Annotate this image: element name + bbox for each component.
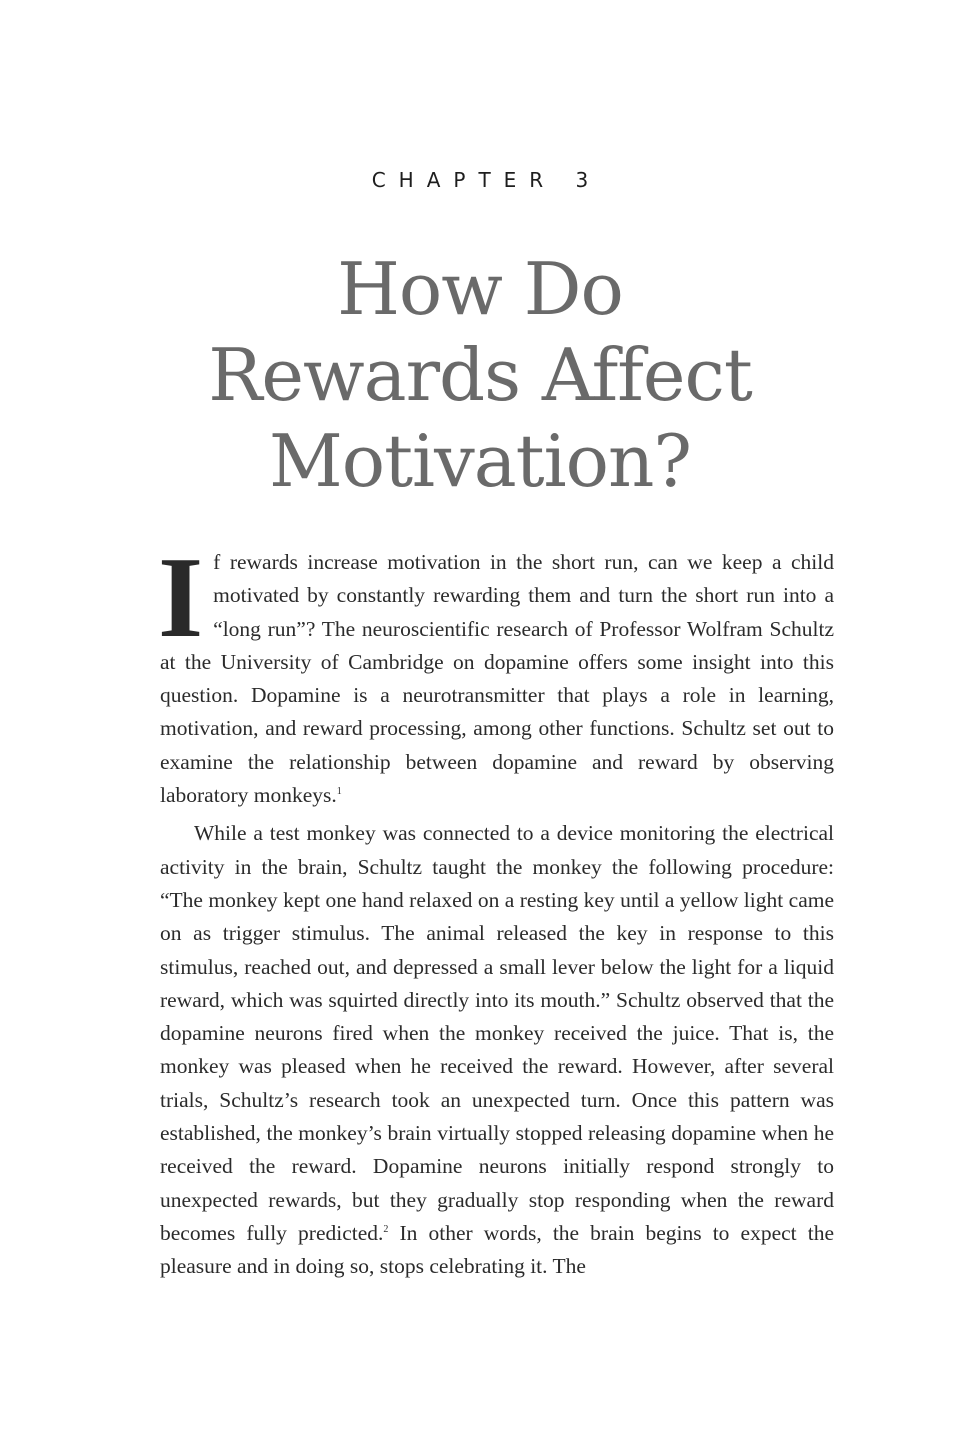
chapter-title-line-1: How Do bbox=[337, 247, 623, 331]
chapter-title-line-2: Rewards Affect bbox=[208, 333, 752, 417]
footnote-marker-2: 2 bbox=[383, 1223, 389, 1235]
paragraph-1 bbox=[158, 534, 834, 812]
drop-cap: I bbox=[158, 534, 204, 662]
paragraph-2 bbox=[160, 817, 834, 1283]
chapter-label: CHAPTER 3 bbox=[371, 168, 602, 192]
body-text bbox=[158, 534, 834, 1284]
paragraph-1-text: f rewards increase motivation in the short run, can we keep a child motivated by constantly rewarding them and turn the short run into a “long run”? The neuroscientific research of Professor Wolfram Schultz at the University of Cambridge on dopamine offers some insight into this question. Dopamine is a neurotransmitter that plays a role in learning, motivation, and reward processing, among other functions. Schultz set out to examine the relationship between dopamine and reward by observing laboratory monkeys. bbox=[160, 550, 834, 808]
paragraph-2-text-continued: In other words, the brain begins to expect the pleasure and in doing so, stops celebrating it. The bbox=[160, 1220, 834, 1279]
chapter-title bbox=[80, 246, 880, 504]
footnote-marker-1: 1 bbox=[336, 786, 342, 798]
paragraph-2-text: While a test monkey was connected to a device monitoring the electrical activity in the brain, Schultz taught the monkey the following procedure: “The monkey kept one hand relaxed on a resting key until a yellow light came on as trigger stimulus. The animal released the key in response to this stimulus, reached out, and depressed a small lever below the light for a liquid reward, which was squirted directly into its mouth.” Schultz observed that the dopamine neurons fired when the monkey received the juice. That is, the monkey was pleased when he received the reward. However, after several trials, Schultz’s research took an unexpected turn. Once this pattern was established, the monkey’s brain virtually stopped releasing dopamine when he received the reward. Dopamine neurons initially respond strongly to unexpected rewards, but they gradually stop responding when the reward becomes fully predicted. bbox=[160, 821, 834, 1245]
chapter-title-line-3: Motivation? bbox=[269, 419, 691, 503]
